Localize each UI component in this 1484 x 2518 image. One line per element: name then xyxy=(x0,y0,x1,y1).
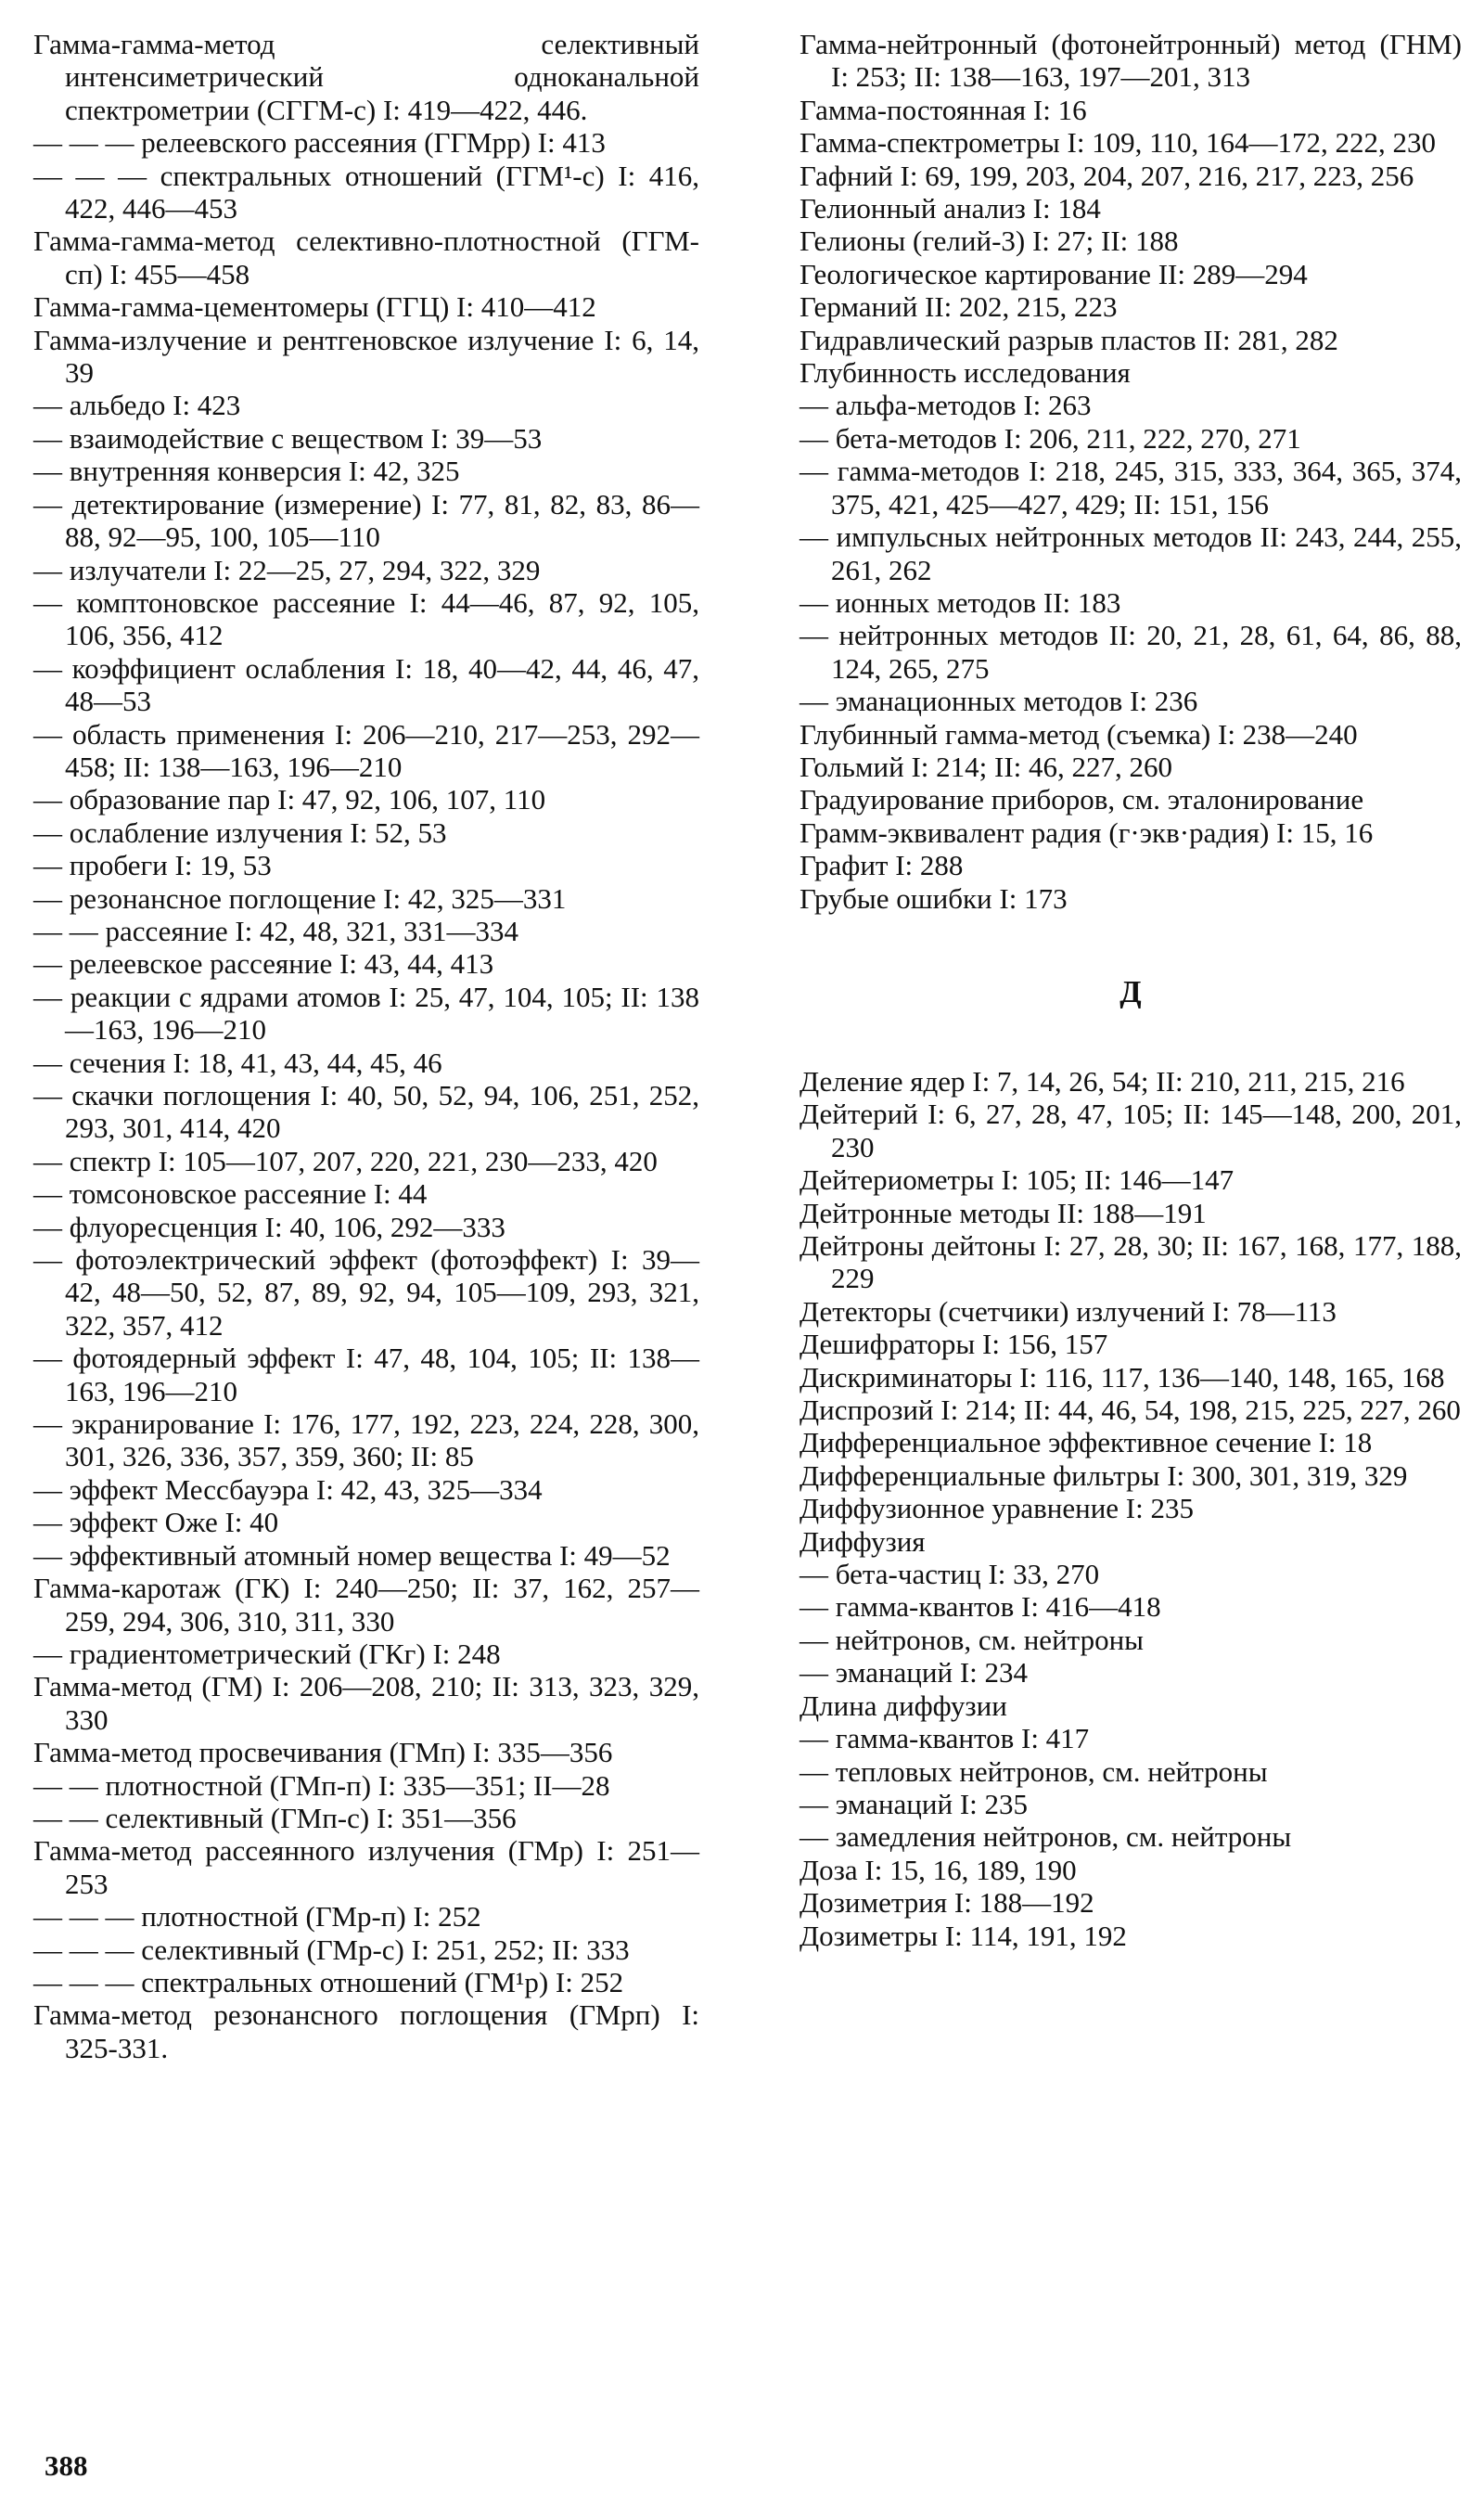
index-entry: — эффект Мессбауэра I: 42, 43, 325—334 xyxy=(33,1472,543,1506)
index-entry: Деление ядер I: 7, 14, 26, 54; II: 210, 211, 215, 216 xyxy=(800,1064,1405,1098)
index-entry: Гамма-спектрометры I: 109, 110, 164—172, 222, 230 xyxy=(800,126,1437,160)
index-entry: Доза I: 15, 16, 189, 190 xyxy=(800,1853,1077,1886)
index-entry: — альбедо I: 423 xyxy=(33,389,241,422)
index-entry: — бета-методов I: 206, 211, 222, 270, 271 xyxy=(800,421,1301,455)
index-entry: Дифференциальные фильтры I: 300, 301, 319, 329 xyxy=(800,1458,1408,1492)
index-entry: Дифференциальное эффективное сечение I: 18 xyxy=(800,1426,1373,1459)
index-entry: — бета-частиц I: 33, 270 xyxy=(800,1558,1100,1591)
right-column-top-entries xyxy=(800,28,1462,915)
index-entry: Глубинность исследования xyxy=(800,356,1131,390)
index-entry: — детектирование (измерение) I: 77, 81, 82, 83, 86—88, 92—95, 100, 105—110 xyxy=(33,487,699,554)
index-entry: — гамма-методов I: 218, 245, 315, 333, 364, 365, 374, 375, 421, 425—427, 429; II: 151, 156 xyxy=(800,455,1462,520)
index-entry: — — рассеяние I: 42, 48, 321, 331—334 xyxy=(33,914,519,947)
index-entry: — — — спектральных отношений (ГМ¹р) I: 252 xyxy=(33,1965,624,1998)
index-entry: — излучатели I: 22—25, 27, 294, 322, 329 xyxy=(33,553,541,586)
index-entry: — нейтронных методов II: 20, 21, 28, 61, 64, 86, 88, 124, 265, 275 xyxy=(800,619,1462,685)
index-entry: — тепловых нейтронов, см. нейтроны xyxy=(800,1754,1268,1788)
index-entry: — фотоэлектрический эффект (фотоэффект) I: 39—42, 48—50, 52, 87, 89, 92, 94, 105—109, 293, 321, 322, 357, 412 xyxy=(33,1243,699,1342)
index-entry: Дозиметрия I: 188—192 xyxy=(800,1886,1094,1920)
index-entry: Дейтериометры I: 105; II: 146—147 xyxy=(800,1163,1235,1197)
index-entry: — замедления нейтронов, см. нейтроны xyxy=(800,1820,1292,1854)
index-entry: — релеевское рассеяние I: 43, 44, 413 xyxy=(33,947,494,981)
index-entry: — эманаций I: 235 xyxy=(800,1787,1029,1820)
index-entry: — альфа-методов I: 263 xyxy=(800,389,1092,422)
index-entry: — коэффициент ослабления I: 18, 40—42, 44, 46, 47, 48—53 xyxy=(33,651,699,718)
index-entry: Дискриминаторы I: 116, 117, 136—140, 148, 165, 168 xyxy=(800,1360,1445,1394)
index-entry: — томсоновское рассеяние I: 44 xyxy=(33,1177,428,1211)
index-entry: Диффузия xyxy=(800,1524,926,1558)
index-entry: — сечения I: 18, 41, 43, 44, 45, 46 xyxy=(33,1046,442,1079)
index-entry: Гамма-постоянная I: 16 xyxy=(800,93,1087,126)
index-entry: — — селективный (ГМп-с) I: 351—356 xyxy=(33,1801,517,1834)
index-entry: Гамма-каротаж (ГК) I: 240—250; II: 37, 162, 257—259, 294, 306, 310, 311, 330 xyxy=(33,1572,699,1638)
index-entry: Гелионы (гелий-3) I: 27; II: 188 xyxy=(800,225,1179,258)
left-column xyxy=(33,28,699,2064)
index-entry: Гамма-излучение и рентгеновское излучение I: 6, 14, 39 xyxy=(33,323,699,390)
page-number: 388 xyxy=(45,2449,88,2482)
index-entry: Гамма-нейтронный (фотонейтронный) метод (ГНМ) I: 253; II: 138—163, 197—201, 313 xyxy=(800,28,1462,94)
index-entry: Дейтроны дейтоны I: 27, 28, 30; II: 167, 168, 177, 188, 229 xyxy=(800,1229,1462,1295)
index-entry: Грамм-эквивалент радия (г·экв·радия) I: 15, 16 xyxy=(800,816,1374,849)
index-entry: Гамма-гамма-метод селективный интенсиметрический одноканальной спектрометрии (СГГМ-с) I: 419—422, 446. xyxy=(33,28,699,126)
index-entry: Гамма-метод рассеянного излучения (ГМр) I: 251—253 xyxy=(33,1834,699,1900)
index-entry: Геологическое картирование II: 289—294 xyxy=(800,257,1308,290)
index-entry: — — — селективный (ГМр-с) I: 251, 252; II: 333 xyxy=(33,1933,630,1966)
index-entry: Дешифраторы I: 156, 157 xyxy=(800,1328,1108,1361)
index-entry: — — плотностной (ГМп-п) I: 335—351; II—28 xyxy=(33,1768,610,1802)
right-column xyxy=(800,28,1462,1952)
index-entry: — фотоядерный эффект I: 47, 48, 104, 105; II: 138—163, 196—210 xyxy=(33,1342,699,1407)
index-entry: — образование пар I: 47, 92, 106, 107, 110 xyxy=(33,783,546,816)
index-entry: — гамма-квантов I: 416—418 xyxy=(800,1590,1161,1624)
index-entry: — — — спектральных отношений (ГГМ¹-с) I: 416, 422, 446—453 xyxy=(33,159,699,225)
index-entry: — скачки поглощения I: 40, 50, 52, 94, 106, 251, 252, 293, 301, 414, 420 xyxy=(33,1079,699,1145)
index-entry: Дейтерий I: 6, 27, 28, 47, 105; II: 145—148, 200, 201, 230 xyxy=(800,1098,1462,1163)
index-entry: — эманационных методов I: 236 xyxy=(800,685,1198,718)
index-entry: Гольмий I: 214; II: 46, 227, 260 xyxy=(800,750,1173,783)
index-entry: — взаимодействие с веществом I: 39—53 xyxy=(33,421,543,455)
index-entry: — комптоновское рассеяние I: 44—46, 87, 92, 105, 106, 356, 412 xyxy=(33,585,699,652)
index-entry: Диффузионное уравнение I: 235 xyxy=(800,1492,1194,1525)
index-entry: — флуоресценция I: 40, 106, 292—333 xyxy=(33,1210,505,1243)
index-entry: — пробеги I: 19, 53 xyxy=(33,849,272,882)
index-entry: — градиентометрический (ГКг) I: 248 xyxy=(33,1637,501,1670)
index-entry: — — — плотностной (ГМр-п) I: 252 xyxy=(33,1900,481,1933)
index-entry: — эманаций I: 234 xyxy=(800,1656,1029,1689)
index-entry: Германий II: 202, 215, 223 xyxy=(800,290,1118,324)
index-entry: Графит I: 288 xyxy=(800,849,964,882)
index-entry: Дозиметры I: 114, 191, 192 xyxy=(800,1919,1127,1952)
index-entry: Гамма-гамма-метод селективно-плотностной (ГГМ-сп) I: 455—458 xyxy=(33,225,699,290)
index-entry: Гафний I: 69, 199, 203, 204, 207, 216, 217, 223, 256 xyxy=(800,159,1414,192)
index-entry: — эффект Оже I: 40 xyxy=(33,1506,279,1539)
index-entry: — ионных методов II: 183 xyxy=(800,585,1121,619)
index-entry: Гелионный анализ I: 184 xyxy=(800,192,1101,225)
index-entry: Градуирование приборов, см. эталонирование xyxy=(800,783,1364,816)
index-entry: Гамма-гамма-цементомеры (ГГЦ) I: 410—412 xyxy=(33,290,596,324)
index-entry: — эффективный атомный номер вещества I: 49—52 xyxy=(33,1538,671,1572)
index-entry: — внутренняя конверсия I: 42, 325 xyxy=(33,455,460,488)
index-entry: Детекторы (счетчики) излучений I: 78—113 xyxy=(800,1294,1337,1328)
index-entry: Гамма-метод просвечивания (ГМп) I: 335—356 xyxy=(33,1736,613,1769)
index-entry: Гамма-метод резонансного поглощения (ГМрп) I: 325-331. xyxy=(33,1998,699,2064)
index-entry: Дейтронные методы II: 188—191 xyxy=(800,1196,1207,1229)
index-entry: Грубые ошибки I: 173 xyxy=(800,881,1068,915)
index-entry: Глубинный гамма-метод (съемка) I: 238—240 xyxy=(800,717,1358,751)
index-entry: Гидравлический разрыв пластов II: 281, 282 xyxy=(800,323,1338,356)
index-entry: — ослабление излучения I: 52, 53 xyxy=(33,816,447,849)
index-entry: — реакции с ядрами атомов I: 25, 47, 104, 105; II: 138—163, 196—210 xyxy=(33,980,699,1047)
index-entry: — импульсных нейтронных методов II: 243, 244, 255, 261, 262 xyxy=(800,520,1462,586)
index-entry: — экранирование I: 176, 177, 192, 223, 224, 228, 300, 301, 326, 336, 357, 359, 360; II: 85 xyxy=(33,1407,699,1473)
index-entry: — нейтронов, см. нейтроны xyxy=(800,1623,1145,1656)
index-entry: — область применения I: 206—210, 217—253, 292—458; II: 138—163, 196—210 xyxy=(33,717,699,783)
section-letter: Д xyxy=(1119,974,1142,1009)
index-entry: — — — релеевского рассеяния (ГГМрр) I: 413 xyxy=(33,126,606,160)
index-entry: Длина диффузии xyxy=(800,1689,1007,1722)
index-entry: Гамма-метод (ГМ) I: 206—208, 210; II: 313, 323, 329, 330 xyxy=(33,1670,699,1736)
right-column-bottom-entries xyxy=(800,1065,1462,1952)
index-entry: — резонансное поглощение I: 42, 325—331 xyxy=(33,881,567,915)
index-entry: — спектр I: 105—107, 207, 220, 221, 230—233, 420 xyxy=(33,1144,658,1177)
index-entry: Диспрозий I: 214; II: 44, 46, 54, 198, 215, 225, 227, 260 xyxy=(800,1394,1461,1427)
index-entry: — гамма-квантов I: 417 xyxy=(800,1722,1090,1755)
